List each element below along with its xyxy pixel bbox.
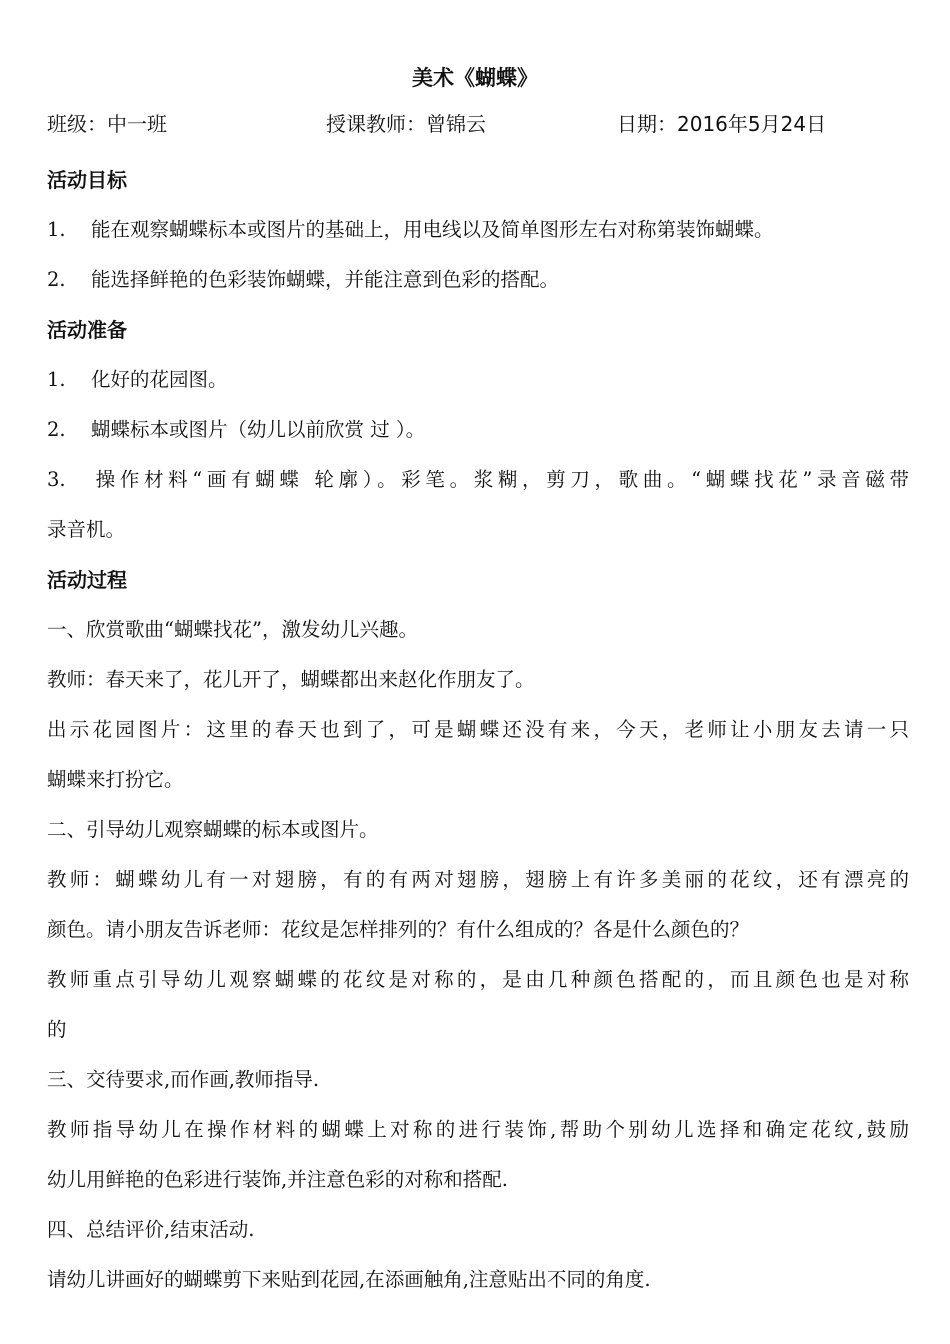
list-item: [47, 255, 909, 305]
list-number: 2.: [47, 418, 66, 441]
paragraph-line: 教师：春天来了，花儿开了，蝴蝶都出来赵化作朋友了。: [47, 668, 535, 691]
paragraph-line: 蝴蝶来打扮它。: [47, 768, 184, 791]
list-item: [47, 455, 909, 505]
paragraph-line: 请幼儿讲画好的蝴蝶剪下来贴到花园,在添画触角,注意贴出不同的角度.: [47, 1268, 651, 1291]
list-item: [47, 405, 909, 455]
list-number: 2.: [47, 268, 66, 291]
list-item: [47, 355, 909, 405]
paragraph-line: 的: [47, 1018, 67, 1041]
paragraph-line: 出示花园图片：这里的春天也到了，可是蝴蝶还没有来，今天，老师让小朋友去请一只: [47, 718, 909, 741]
section-heading-process: 活动过程: [47, 568, 127, 592]
paragraph-line: 颜色。请小朋友告诉老师：花纹是怎样排列的？有什么组成的？各是什么颜色的？: [47, 918, 750, 941]
list-number: 1.: [47, 368, 66, 391]
date-label: 日期：2016年5月24日: [617, 112, 827, 136]
list-text: 操作材料“画有蝴蝶 轮廓）。彩笔。浆糊，剪刀，歌曲。“蝴蝶找花”录音磁带: [91, 468, 909, 491]
list-number: 3.: [47, 468, 66, 491]
list-item-continuation: 录音机。: [47, 518, 126, 541]
paragraph-line: 教师重点引导幼儿观察蝴蝶的花纹是对称的，是由几种颜色搭配的，而且颜色也是对称: [47, 968, 909, 991]
paragraph-line: 教师指导幼儿在操作材料的蝴蝶上对称的进行装饰,帮助个别幼儿选择和确定花纹,鼓励: [47, 1118, 909, 1141]
class-label: 班级：中一班: [47, 112, 167, 136]
list-text: 能选择鲜艳的色彩装饰蝴蝶，并能注意到色彩的搭配。: [91, 268, 560, 291]
paragraph-line: 二、引导幼儿观察蝴蝶的标本或图片。: [47, 818, 379, 841]
document-title: 美术《蝴蝶》: [412, 66, 538, 90]
list-text: 化好的花园图。: [91, 368, 228, 391]
list-item: [47, 205, 909, 255]
paragraph-line: 四、总结评价,结束活动.: [47, 1218, 255, 1241]
paragraph-line: 教师：蝴蝶幼儿有一对翅膀，有的有两对翅膀，翅膀上有许多美丽的花纹，还有漂亮的: [47, 868, 909, 891]
info-row: [47, 104, 907, 144]
paragraph-line: 一、欣赏歌曲“蝴蝶找花”，激发幼儿兴趣。: [47, 618, 418, 641]
paragraph-line: 三、交待要求,而作画,教师指导.: [47, 1068, 320, 1091]
section-heading-goals: 活动目标: [47, 168, 127, 192]
document-body: [47, 155, 909, 1305]
list-text: 能在观察蝴蝶标本或图片的基础上，用电线以及简单图形左右对称第装饰蝴蝶。: [91, 218, 774, 241]
paragraph-line: 幼儿用鲜艳的色彩进行装饰,并注意色彩的对称和搭配.: [47, 1168, 508, 1191]
list-number: 1.: [47, 218, 66, 241]
teacher-label: 授课教师：曾锦云: [326, 112, 486, 136]
section-heading-prep: 活动准备: [47, 318, 127, 342]
list-text: 蝴蝶标本或图片（幼儿以前欣赏 过 ）。: [91, 418, 426, 441]
